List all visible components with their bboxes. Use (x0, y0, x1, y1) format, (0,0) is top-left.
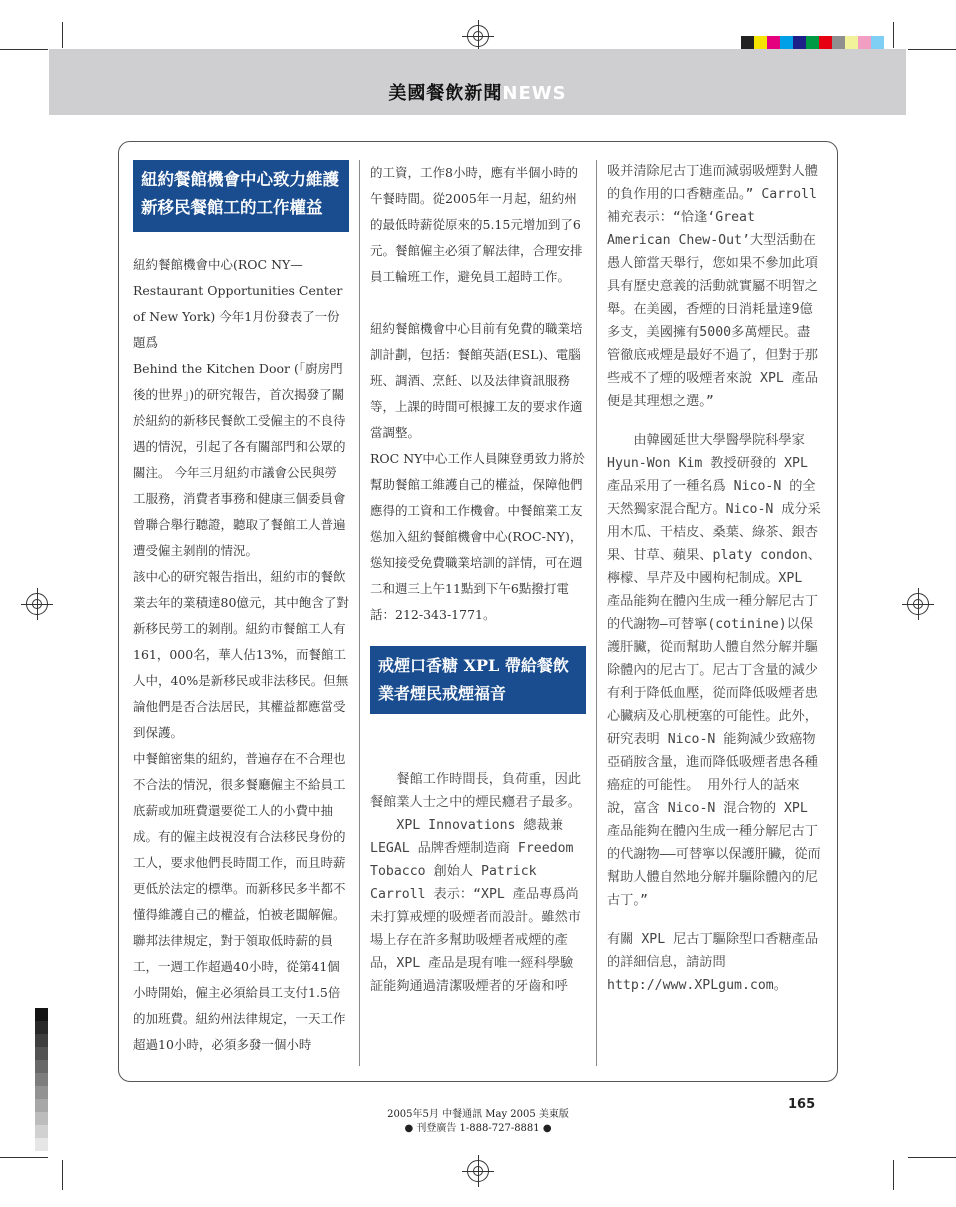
registration-mark-icon (26, 593, 48, 615)
color-swatch (806, 36, 819, 49)
crop-mark (62, 22, 63, 48)
grey-swatch (35, 1034, 48, 1047)
crop-mark (893, 1160, 894, 1190)
column-3 (607, 160, 823, 997)
article1-paragraph: 的工資，工作8小時，應有半個小時的午餐時間。從2005年一月起，紐約州的最低時薪從原來的5.15元增加到了6元。餐館僱主必須了解法律，合理安排員工輪班工作，避免員工超時工作。 (370, 165, 583, 284)
crop-mark (0, 1157, 48, 1158)
color-bar (741, 36, 884, 49)
crop-mark (0, 49, 48, 50)
color-swatch (871, 36, 884, 49)
color-swatch (832, 36, 845, 49)
header-title-en: NEWS (502, 83, 567, 104)
header-title (49, 79, 906, 105)
footer-line-1: 2005年5月 中餐通訊 May 2005 美東版 (387, 1109, 569, 1120)
color-swatch (858, 36, 871, 49)
article2-headline: 戒煙口香糖 XPL 帶給餐飲業者煙民戒煙福音 (370, 646, 586, 714)
header-title-cn: 美國餐飲新聞 (388, 83, 503, 104)
article2-paragraph: XPL Innovations 總裁兼 LEGAL 品牌香煙制造商 Freedom Tobacco 創始人 Patrick Carroll 表示：“XPL 產品專爲尚未打算戒煙的吸煙者而設計。雖然市場上存在許多幫助吸煙者戒煙的產品，XPL 產品是現有唯一經科學驗証能夠通過清潔吸煙者的牙齒和呼 (370, 818, 581, 994)
grey-swatch (35, 1086, 48, 1099)
article2-paragraph: 吸并清除尼古丁進而減弱吸煙對人體的負作用的口香糖產品。” Carroll 補充表示：“恰逢‘Great American Chew-Out’大型活動在愚人節當天舉行，您如果不參加此項具有歷史意義的活動就實屬不明智之舉。在美國，香煙的日消耗量達9億多支，美國擁有5000多萬煙民。盡管徹底戒煙是最好不過了，但對于那些戒不了煙的吸煙者來說 XPL 產品便是其理想之選。” (607, 164, 819, 409)
article1-paragraph: 該中心的研究報告指出，紐約市的餐飲業去年的業積達80億元，其中飽含了對新移民勞工的剝削。紐約市餐館工人有161，000名，華人佔13%，而餐館工人中，40%是新移民或非法移民。但無論他們是否合法居民，其權益都應當受到保護。 (133, 569, 349, 740)
article1-headline: 紐約餐館機會中心致力維護新移民餐館工的工作權益 (133, 160, 349, 232)
article2-paragraph: 有關 XPL 尼古丁驅除型口香糖產品的詳細信息，請訪問 http://www.XPLgum.com。 (607, 932, 819, 993)
color-swatch (767, 36, 780, 49)
grey-swatch (35, 1021, 48, 1034)
article1-paragraph: 聯邦法律規定，對于領取低時薪的員工，一週工作超過40小時，從第41個小時開始，僱主必須給員工支付1.5倍的加班費。紐約州法律規定，一天工作超過10小時，必須多發一個小時 (133, 933, 346, 1052)
column-divider (596, 160, 597, 1066)
article1-paragraph: Behind the Kitchen Door (「廚房門後的世界」)的研究報告，首次揭發了關於紐約的新移民餐飲工受僱主的不良待遇的情況，引起了各有關部門和公眾的關注。 今年三月紐約市議會公民與勞工服務，消費者事務和健康三個委員會曾聯合舉行聽證，聽取了餐館工人普遍遭受僱主剝削的情況。 (133, 361, 346, 558)
grey-swatch (35, 1060, 48, 1073)
column-2 (370, 160, 586, 998)
grey-swatch (35, 1138, 48, 1151)
column-divider (359, 160, 360, 1066)
crop-mark (908, 1157, 956, 1158)
color-swatch (819, 36, 832, 49)
color-swatch (754, 36, 767, 49)
article1-paragraph: 紐約餐館機會中心(ROC NY—Restaurant Opportunities Center of New York) 今年1月份發表了一份題爲 (133, 257, 343, 350)
registration-mark-icon (467, 25, 489, 47)
crop-mark (62, 1160, 63, 1190)
registration-mark-icon (907, 593, 929, 615)
page-number: 165 (788, 1097, 816, 1112)
article2-paragraph: 餐館工作時間長，負荷重，因此餐館業人士之中的煙民癮君子最多。 (370, 772, 582, 810)
color-swatch (780, 36, 793, 49)
color-swatch (845, 36, 858, 49)
color-swatch (741, 36, 754, 49)
crop-mark (908, 49, 956, 50)
grey-swatch (35, 1047, 48, 1060)
page-header (49, 49, 906, 115)
grey-swatch (35, 1008, 48, 1021)
article1-paragraph: ROC NY中心工作人員陳登勇致力將於幫助餐館工維護自己的權益，保障他們應得的工資和工作機會。中餐館業工友慫加入紐約餐館機會中心(ROC-NY)，慫知接受免費職業培訓的詳情，可在週二和週三上午11點到下午6點撥打電話：212-343-1771。 (370, 451, 585, 622)
article1-paragraph: 紐約餐館機會中心目前有免費的職業培訓計劃，包括：餐館英語(ESL)、電腦班、調酒、烹飪、以及法律資訊服務等，上課的時間可根據工友的要求作適當調整。 (370, 321, 583, 440)
footer-line-2: ● 刊登廣告 1-888-727-8881 ● (404, 1123, 552, 1134)
registration-mark-icon (467, 1160, 489, 1182)
grey-swatch (35, 1073, 48, 1086)
article2-paragraph: 由韓國延世大學醫學院科學家 Hyun-Won Kim 教授研發的 XPL 產品采用了一種名爲 Nico-N 的全天然獨家混合配方。Nico-N 成分采用木瓜、干桔皮、桑葉、綠茶、銀杏果、甘草、蘋果、platy condon、檸檬、旱芹及中國枸杞制成。XPL 產品能夠在體內生成一種分解尼古丁的代謝物—可替寧(cotinine)以保護肝臟，從而幫助人體自然分解并驅除體內的尼古丁。尼古丁含量的減少有利于降低血壓，從而降低吸煙者患心臟病及心肌梗塞的可能性。此外，研究表明 Nico-N 能夠減少致癌物亞硝胺含量，進而降低吸煙者患各種癌症的可能性。 用外行人的話來說，富含 Nico-N 混合物的 XPL 產品能夠在體內生成一種分解尼古丁的代謝物——可替寧以保護肝臟，從而幫助人體自然地分解并驅除體內的尼古丁。” (607, 433, 821, 908)
crop-mark (893, 22, 894, 48)
article1-paragraph: 中餐館密集的紐約，普遍存在不合理也不合法的情況，很多餐廳僱主不給員工底薪或加班費還要從工人的小費中抽成。有的僱主歧視沒有合法移民身份的工人，要求他們長時間工作，而且時薪更低於法定的標準。而新移民多半都不懂得維護自己的權益，怕被老闆解僱。 (133, 751, 346, 922)
color-swatch (793, 36, 806, 49)
column-1 (133, 160, 349, 1058)
